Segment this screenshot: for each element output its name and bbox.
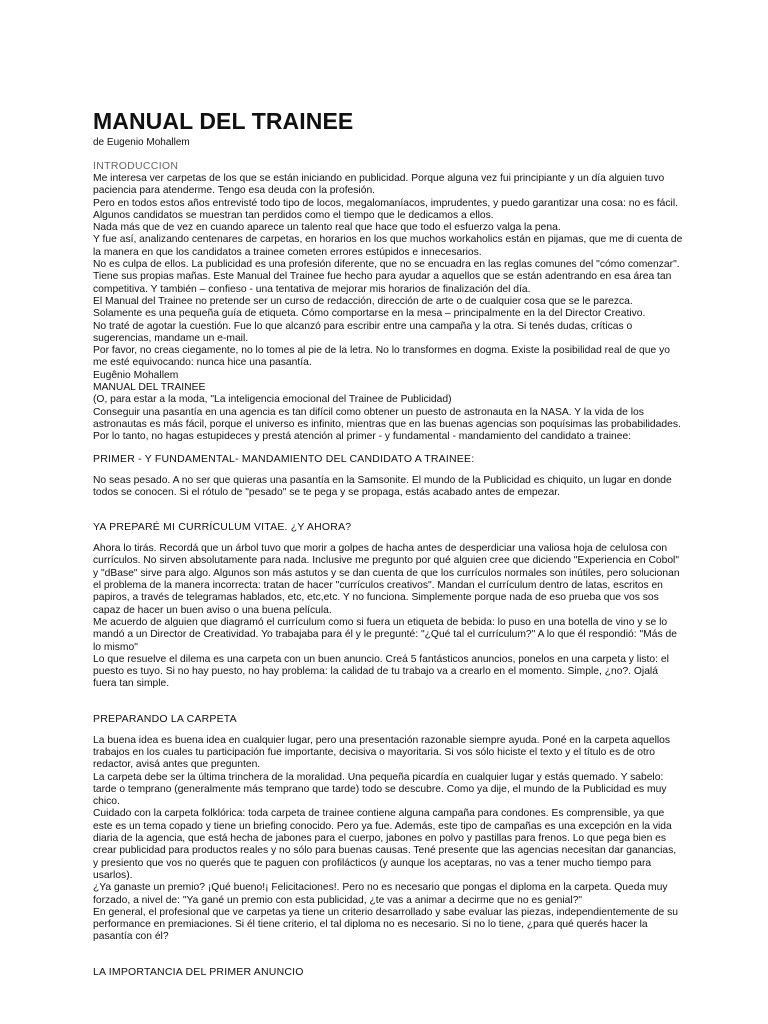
paragraph: Ahora lo tirás. Recordá que un árbol tuvo que morir a golpes de hacha antes de desperdiciar una valiosa hoja de celulosa con currículos. No sirven absolutamente para nada. Inclusive me pregunto por qué alguien cree que diciendo "Experiencia en Cobol" y "dBase" sirve para algo. Algunos son más astutos y se dan cuenta de que los currículos normales son inútiles, pero solucionan el problema de la manera incorrecta: tratan de hacer "currículos creativos". Mandan el currículum dentro de latas, escritos en papiros, a través de telegramas hablados, etc, etc,etc. Y no funciona. Simplemente porque nada de eso prueba que vos sos capaz de hacer un buen aviso o una buena película. [93,543,680,616]
subtitle-line: MANUAL DEL TRAINEE [93,382,206,394]
section-3-body [93,735,683,944]
section-1-body [93,475,683,500]
paragraph: En general, el profesional que ve carpetas ya tiene un criterio desarrollado y sabe evaluar las piezas, independientemente de su performance en premiaciones. Si él tiene criterio, el tal diploma no es necesario. Si no lo tiene, ¿para qué querés hacer la pasantía con él? [93,906,679,943]
document-title: MANUAL DEL TRAINEE [93,108,354,134]
section-label-intro: INTRODUCCION [93,160,179,172]
paragraph: No es culpa de ellos. La publicidad es una profesión diferente, que no se encuadra en las reglas comunes del "cómo comenzar". Tiene sus propias mañas. Este Manual del Trainee fue hecho para ayudar a aquellos que se están adentrando en esa área tan competitiva. Y también – confieso - una tentativa de mejorar mis horarios de finalización del día. [93,259,680,295]
paragraph: Pero en todos estos años entrevisté todo tipo de locos, megalomaníacos, imprudentes, y puedo garantizar una cosa: no es fácil. Algunos candidatos se muestran tan perdidos como el tiempo que le dedicamos a ellos. [93,197,678,221]
section-heading-4: LA IMPORTANCIA DEL PRIMER ANUNCIO [93,965,304,978]
document-author: de Eugenio Mohallem [93,137,190,148]
intro-body [93,173,683,444]
paragraph: Lo que resuelve el dilema es una carpeta con un buen anuncio. Creá 5 fantásticos anuncios, ponelos en una carpeta y listo: el puesto es tuyo. Si no hay puesto, no hay problema: la calidad de tu trabajo va a crearlo en el momento. Simple, ¿no?. Ojalá fuera tan simple. [93,653,669,690]
paragraph: Me interesa ver carpetas de los que se están iniciando en publicidad. Porque alguna vez fui principiante y un día alguien tuvo paciencia para atenderme. Tengo esa deuda con la profesión. [93,173,665,197]
section-heading-3: PREPARANDO LA CARPETA [93,712,237,725]
paragraph: ¿Ya ganaste un premio? ¡Qué bueno!¡ Felicitaciones!. Pero no es necesario que pongas el diploma en la carpeta. Queda muy forzado, a nivel de: "Ya gané un premio con esta publicidad, ¿te vas a animar a decirme que no es genial?" [93,882,668,906]
paragraph: Me acuerdo de alguien que diagramó el currículum como si fuera un etiqueta de bebida: lo puso en una botella de vino y se lo mandó a un Director de Creatividad. Yo trabajaba para él y le pregunté: "¿Qué tal el currículum?" A lo que él respondió: "Más de lo mismo" [93,616,677,653]
paragraph: Cuidado con la carpeta folklórica: toda carpeta de trainee contiene alguna campaña para condones. Es comprensible, ya que este es un tema copado y tiene un briefing conocido. Pero ya fue. Además, este tipo de campañas es una excepción en la vida diaria de la agencia, que está hecha de jabones para el cuerpo, jabones en polvo y pastillas para frenos. Lo que pega bien es crear publicidad para productos reales y no sólo para buenas causas. Tené presente que las agencias necesitan dar ganancias, y presiento que vos no querés que te paguen con profilácticos (y aunque los aceptaras, no vas a tener mucho tiempo para usarlos). [93,808,677,881]
paragraph: El Manual del Trainee no pretende ser un curso de redacción, dirección de arte o de cualquier cosa que se le parezca. Solamente es una pequeña guía de etiqueta. Cómo comportarse en la mesa – principalmente en la del Director Creativo. [93,295,646,320]
section-2-body [93,543,683,691]
paragraph: Conseguir una pasantía en una agencia es tan difícil como obtener un puesto de astronauta en la NASA. Y la vida de los astronautas es más fácil, porque el universo es infinito, mientras que en las buenas agencias son poquísimas las probabilidades. Por lo tanto, no hagas estupideces y prestá atención al primer - y fundamental - mandamiento del candidato a trainee: [93,406,681,443]
paragraph: Nada más que de vez en cuando aparece un talento real que hace que todo el esfuerzo valga la pena. [93,222,561,234]
paragraph: Por favor, no creas ciegamente, no lo tomes al pie de la letra. No lo transformes en dogma. Existe la posibilidad real de que yo me esté equivocando: nunca hice una pasantía. [93,345,670,369]
paragraph: No seas pesado. A no ser que quieras una pasantía en la Samsonite. El mundo de la Publicidad es chiquito, un lugar en donde todos se conocen. Si el rótulo de "pesado" se te pega y se propaga, estás acabado antes de empezar. [93,474,672,498]
section-heading-2: YA PREPARÉ MI CURRÍCULUM VITAE. ¿Y AHORA? [93,521,352,534]
signature-line: Eugênio Mohallem [93,369,179,381]
paragraph: No traté de agotar la cuestión. Fue lo que alcanzó para escribir entre una campaña y la otra. Si tenés dudas, críticas o sugerencias, mandame un e-mail. [93,320,633,344]
section-heading-1: PRIMER - Y FUNDAMENTAL- MANDAMIENTO DEL CANDIDATO A TRAINEE: [93,452,475,465]
document-page [93,106,683,979]
paragraph: (O, para estar a la moda, "La inteligencia emocional del Trainee de Publicidad) [93,394,452,406]
paragraph: La carpeta debe ser la última trinchera de la moralidad. Una pequeña picardía en cualquier lugar y estás quemado. Y sabelo: tarde o temprano (generalmente más temprano que tarde) todo se descubre. Como ya dije, el mundo de la Publicidad es muy chico. [93,771,667,808]
paragraph: Y fue así, analizando centenares de carpetas, en horarios en los que muchos workaholics están en pijamas, que me di cuenta de la manera en que los candidatos a trainee cometen errores estúpidos e innecesarios. [93,234,683,258]
paragraph: La buena idea es buena idea en cualquier lugar, pero una presentación razonable siempre ayuda. Poné en la carpeta aquellos trabajos en los cuales tu participación fue importante, decisiva o mayoritaria. Si vos sólo hiciste el texto y el título es de otro redactor, avisá antes que pregunten. [93,734,671,771]
